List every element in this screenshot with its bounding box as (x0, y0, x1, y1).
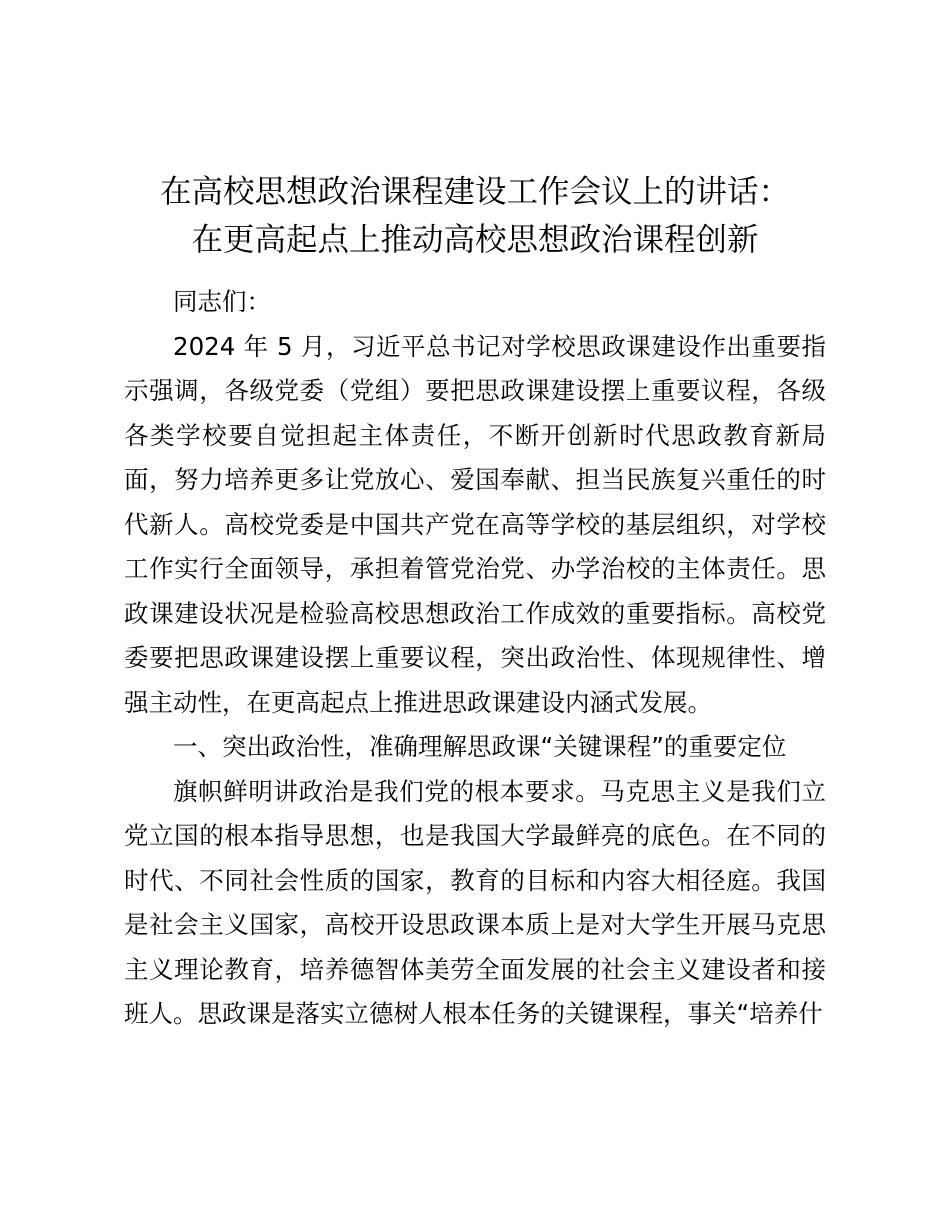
title-line-1: 在高校思想政治课程建设工作会议上的讲话： (159, 174, 790, 210)
section-heading-1: 一、突出政治性，准确理解思政课“关键课程”的重要定位 (173, 732, 787, 761)
salutation: 同志们： (173, 287, 271, 316)
paragraph-section-1: 旗帜鲜明讲政治是我们党的根本要求。马克思主义是我们立党立国的根本指导思想，也是我国大学最鲜亮的底色。在不同的时代、不同社会性质的国家，教育的目标和内容大相径庭。我国是社会主义国家，高校开设思政课本质上是对大学生开展马克思主义理论教育，培养德智体美劳全面发展的社会主义建设者和接班人。思政课是落实立德树人根本任务的关键课程，事关“培养什 (124, 776, 826, 1028)
paragraph-intro: 2024 年 5 月，习近平总书记对学校思政课建设作出重要指示强调，各级党委（党组）要把思政课建设摆上重要议程，各级各类学校要自觉担起主体责任，不断开创新时代思政教育新局面，努力培养更多让党放心、爱国奉献、担当民族复兴重任的时代新人。高校党委是中国共产党在高等学校的基层组织，对学校工作实行全面领导，承担着管党治党、办学治校的主体责任。思政课建设状况是检验高校思想政治工作成效的重要指标。高校党委要把思政课建设摆上重要议程，突出政治性、体现规律性、增强主动性，在更高起点上推进思政课建设内涵式发展。 (124, 331, 826, 717)
title-line-2: 在更高起点上推动高校思想政治课程创新 (191, 222, 759, 258)
document-page (124, 168, 826, 1037)
document-title (124, 168, 826, 264)
document-body (124, 280, 826, 1037)
